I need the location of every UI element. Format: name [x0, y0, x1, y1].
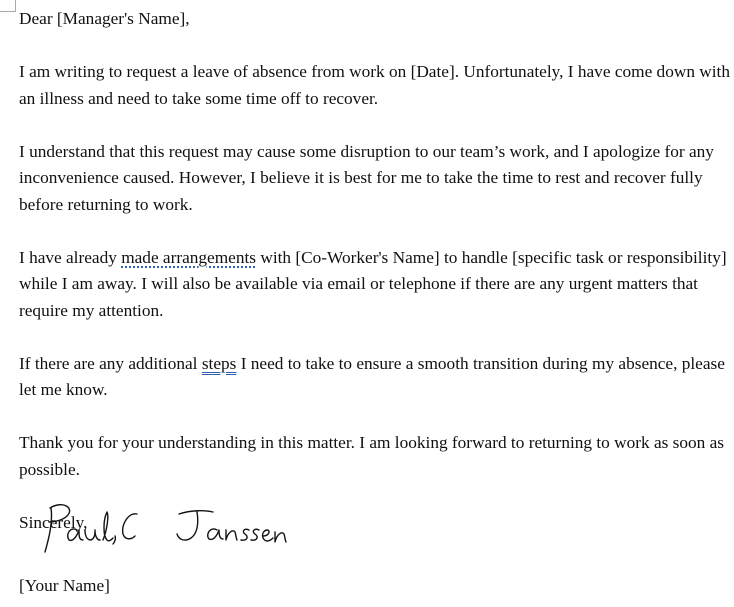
paragraph-arrangements	[19, 245, 734, 325]
closing: Sincerely,	[19, 512, 88, 532]
letter-body[interactable]	[19, 6, 734, 599]
grammar-flag-steps[interactable]: steps	[201, 353, 237, 373]
paragraph-thanks: Thank you for your understanding in this matter. I am looking forward to returning to work as soon as possible.	[19, 433, 725, 479]
salutation: Dear [Manager's Name],	[19, 9, 190, 28]
handwritten-signature	[37, 496, 297, 560]
paragraph-steps	[19, 351, 734, 404]
spelling-flag-made-arrangements[interactable]: made arrangements	[121, 247, 257, 267]
your-name-placeholder: [Your Name]	[19, 575, 110, 595]
paragraph-arrangements-end: with [Co-Worker's Name] to handle [specific task or responsibility] while I am away. I will also be available via email or telephone if there are any urgent matters that require my attention.	[19, 247, 727, 320]
paragraph-steps-start: If there are any additional	[19, 353, 202, 373]
paragraph-request: I am writing to request a leave of absence from work on [Date]. Unfortunately, I have come down with an illness and need to take some time off to recover.	[19, 62, 731, 108]
paragraph-disruption: I understand that this request may cause some disruption to our team’s work, and I apologize for any inconvenience caused. However, I believe it is best for me to take the time to rest and recover fully before returning to work.	[19, 141, 714, 214]
paragraph-arrangements-start: I have already	[19, 247, 122, 267]
paragraph-steps-end: I need to take to ensure a smooth transition during my absence, please let me know.	[19, 353, 725, 399]
page-corner-mark	[0, 0, 16, 12]
signature-block	[19, 510, 734, 563]
